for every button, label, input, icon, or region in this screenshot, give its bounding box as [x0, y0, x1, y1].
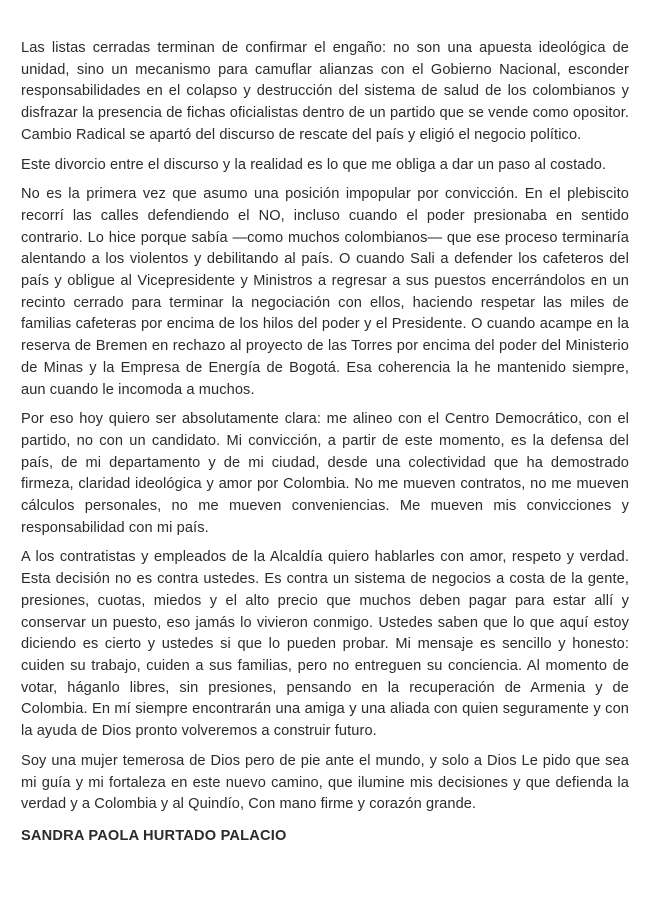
letter-paragraph-alignment-declaration: Por eso hoy quiero ser absolutamente clara: me alineo con el Centro Democrático, con el partido, no con un candidato. Mi convicción, a partir de este momento, es la defensa del país, de mi departamento y de mi ciudad, desde una colectividad que ha demostrado firmeza, claridad ideológica y amor por Colombia. No me mueven contratos, no me mueven cálculos personales, no me mueven conveniencias. Me mueven mis convicciones y responsabilidad con mi país. — [21, 411, 629, 536]
letter-paragraph-divorce-statement: Este divorcio entre el discurso y la realidad es lo que me obliga a dar un paso al costado. — [21, 156, 607, 173]
letter-paragraph-message-to-employees: A los contratistas y empleados de la Alcaldía quiero hablarles con amor, respeto y verdad. Esta decisión no es contra ustedes. Es contra un sistema de negocios a costa de la gente, presiones, cuotas, miedos y el alto precio que muchos deben pagar para estar allí y conservar un puesto, eso jamás lo vivieron conmigo. Ustedes saben que lo que aquí estoy diciendo es cierto y ustedes si que lo pueden probar. Mi mensaje es sencillo y honesto: cuiden su trabajo, cuiden a sus familias, pero no entreguen su conciencia. Al momento de votar, háganlo libres, sin presiones, pensando en la recuperación de Armenia y de Colombia. En mí siempre encontrarán una amiga y una aliada con quien seguramente y con la ayuda de Dios pronto volveremos a construir futuro. — [21, 549, 629, 740]
letter-paragraph-closing-faith: Soy una mujer temerosa de Dios pero de pie ante el mundo, y solo a Dios Le pido que sea mi guía y mi fortaleza en este nuevo camino, que ilumine mis decisiones y que defienda la verdad y a Colombia y al Quindío, Con mano firme y corazón grande. — [21, 752, 629, 813]
letter-paragraph-closed-lists: Las listas cerradas terminan de confirmar el engaño: no son una apuesta ideológica de unidad, sino un mecanismo para camuflar alianzas con el Gobierno Nacional, esconder responsabilidades en el colapso y destrucción del sistema de salud de los colombianos y disfrazar la presencia de fichas oficialistas dentro de un partido que se vende como opositor. Cambio Radical se apartó del discurso de rescate del país y eligió el negocio político. — [21, 40, 629, 143]
letter-paragraph-track-record: No es la primera vez que asumo una posición impopular por convicción. En el plebiscito recorrí las calles defendiendo el NO, incluso cuando el poder presionaba en sentido contrario. Lo hice porque sabía —como muchos colombianos— que ese proceso terminaría alentando a los violentos y debilitando al país. O cuando Sali a defender los cafeteros del país y obligue al Vicepresidente y Ministros a regresar a sus puestos encerrándolos en un recinto cerrado para terminar la negociación con ellos, haciendo respetar las miles de familias cafeteras por encima de los hilos del poder y el Presidente. O cuando acampe en la reserva de Bremen en rechazo al proyecto de las Torres por encima del poder del Ministerio de Minas y la Empresa de Energía de Bogotá. Esa coherencia la he mantenido siempre, aun cuando le incomoda a muchos. — [21, 186, 629, 398]
signature-name: SANDRA PAOLA HURTADO PALACIO — [21, 827, 287, 844]
